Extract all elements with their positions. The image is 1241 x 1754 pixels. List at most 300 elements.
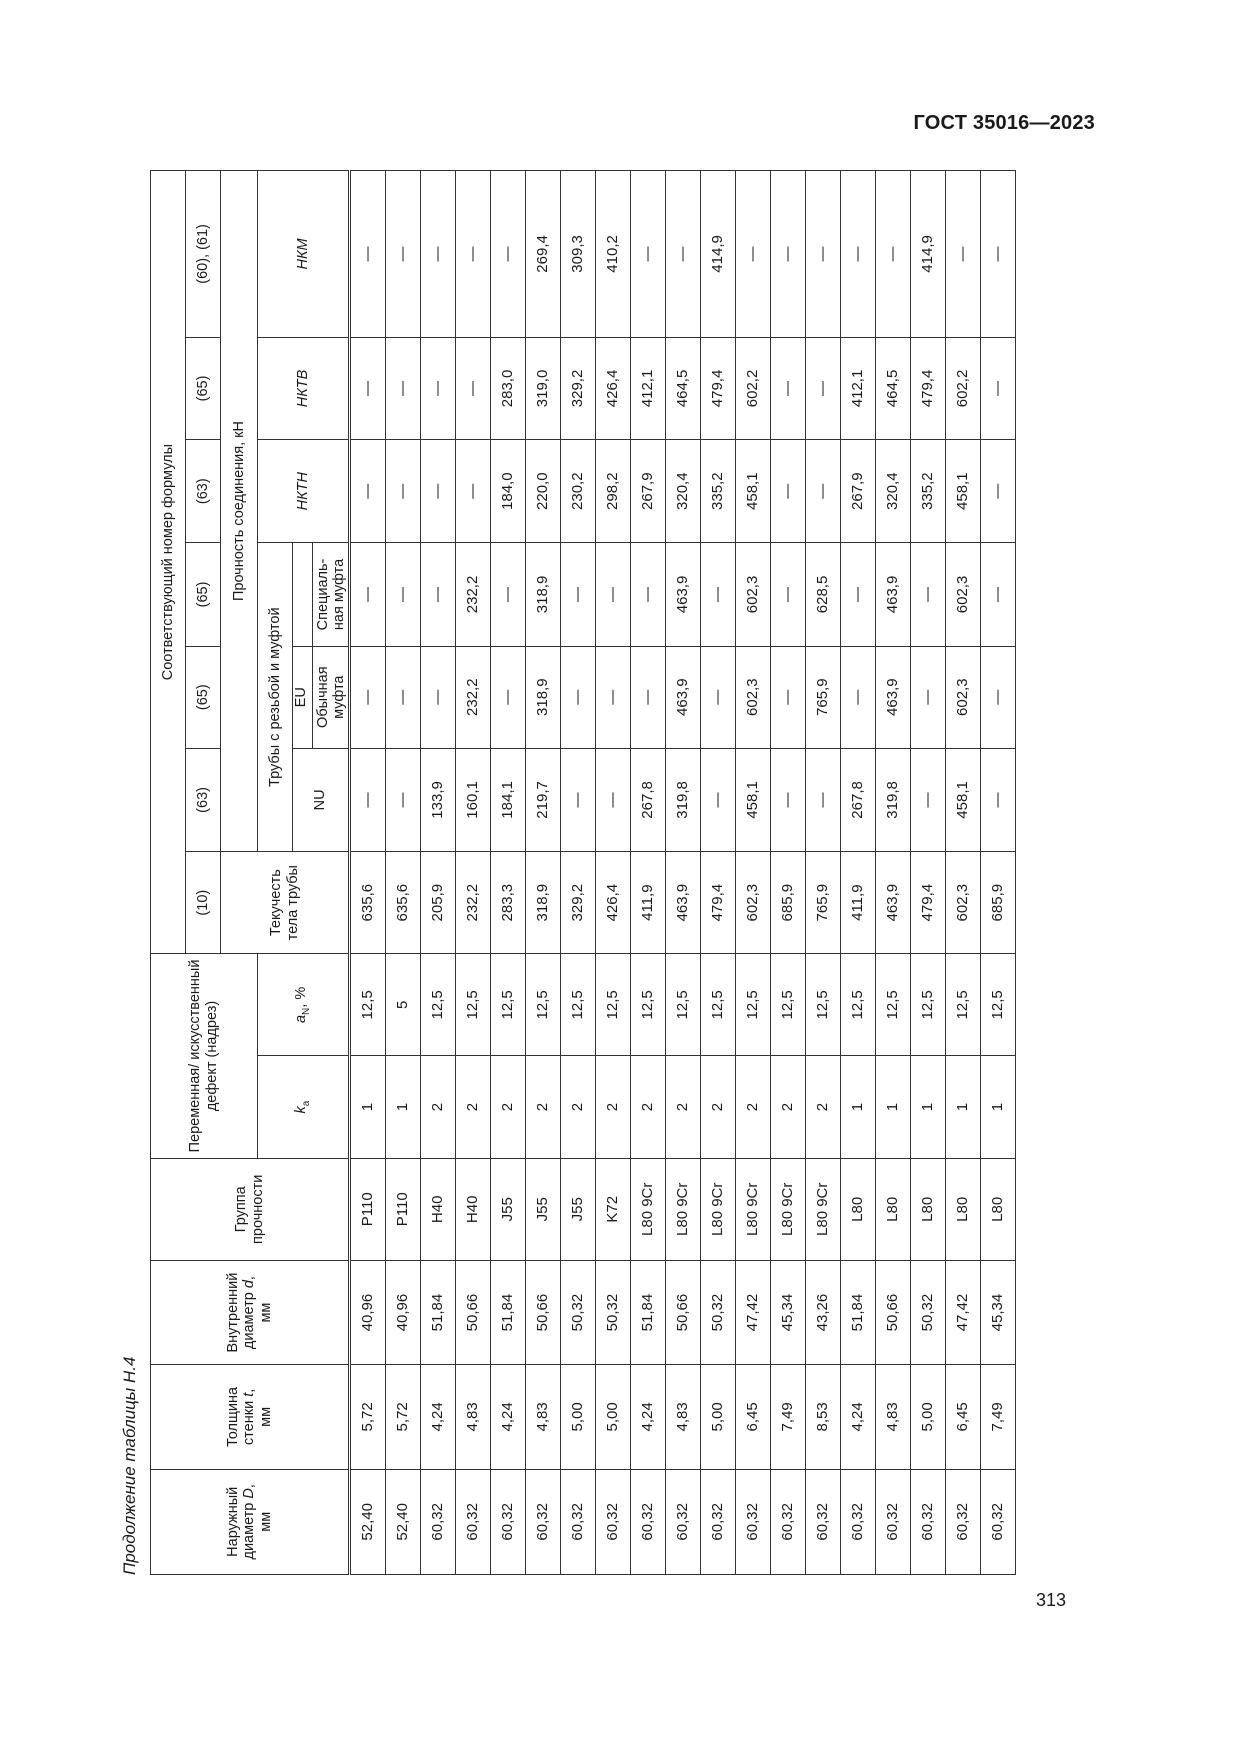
- col-nkm: НКМ: [258, 171, 350, 338]
- formula-code: (10): [186, 852, 221, 954]
- table-row: [876, 171, 911, 1575]
- table-cell: 60,32: [701, 1469, 736, 1574]
- table-cell: —: [806, 337, 841, 439]
- table-cell: —: [456, 440, 491, 543]
- table-cell: 463,9: [876, 646, 911, 748]
- table-cell: 426,4: [596, 852, 631, 954]
- table-cell: 51,84: [421, 1260, 456, 1364]
- table-cell: —: [456, 171, 491, 338]
- table-cell: —: [350, 748, 386, 851]
- table-cell: 45,34: [981, 1260, 1016, 1364]
- table-cell: 60,32: [981, 1469, 1016, 1574]
- table-cell: 2: [491, 1056, 526, 1158]
- table-cell: P110: [350, 1158, 386, 1260]
- table-cell: 463,9: [666, 852, 701, 954]
- table-body: [350, 171, 1016, 1575]
- table-cell: 318,9: [526, 646, 561, 748]
- table-cell: —: [421, 440, 456, 543]
- table-cell: 1: [841, 1056, 876, 1158]
- col-outer-diameter: Наружный диаметр D, мм: [151, 1469, 350, 1574]
- table-cell: L80 9Cr: [666, 1158, 701, 1260]
- an-subscript: N: [301, 1007, 313, 1015]
- table-cell: 1: [946, 1056, 981, 1158]
- table-row: [771, 171, 806, 1575]
- table-cell: L80: [876, 1158, 911, 1260]
- table-cell: 12,5: [946, 954, 981, 1056]
- table-cell: —: [386, 543, 421, 646]
- table-row: [596, 171, 631, 1575]
- col-joint-strength: Прочность соединения, кН: [221, 171, 258, 852]
- table-cell: 318,9: [526, 543, 561, 646]
- table-cell: 410,2: [596, 171, 631, 338]
- table-cell: 12,5: [666, 954, 701, 1056]
- table-cell: 2: [806, 1056, 841, 1158]
- table-cell: 5,00: [596, 1365, 631, 1469]
- table-cell: 335,2: [911, 440, 946, 543]
- table-cell: 60,32: [561, 1469, 596, 1574]
- col-wall-thickness: Толщина стенки t, мм: [151, 1365, 350, 1469]
- table-cell: —: [771, 440, 806, 543]
- table-cell: —: [386, 748, 421, 851]
- table-cell: L80 9Cr: [771, 1158, 806, 1260]
- table-cell: —: [946, 171, 981, 338]
- table-row: [491, 171, 526, 1575]
- table-cell: L80 9Cr: [736, 1158, 771, 1260]
- table-cell: 411,9: [841, 852, 876, 954]
- table-cell: 219,7: [526, 748, 561, 851]
- table-cell: 635,6: [386, 852, 421, 954]
- table-cell: 50,66: [666, 1260, 701, 1364]
- table-cell: 269,4: [526, 171, 561, 338]
- col-special-coupling: [293, 543, 350, 646]
- table-cell: 184,1: [491, 748, 526, 851]
- table-cell: 12,5: [456, 954, 491, 1056]
- table-cell: —: [350, 646, 386, 748]
- table-cell: 12,5: [771, 954, 806, 1056]
- table-cell: 2: [631, 1056, 666, 1158]
- table-cell: 414,9: [911, 171, 946, 338]
- table-row: [350, 171, 386, 1575]
- table-cell: 318,9: [526, 852, 561, 954]
- table-cell: 47,42: [736, 1260, 771, 1364]
- table-cell: —: [491, 543, 526, 646]
- table-cell: 47,42: [946, 1260, 981, 1364]
- table-cell: 2: [736, 1056, 771, 1158]
- table-cell: L80: [841, 1158, 876, 1260]
- formula-code: (63): [186, 440, 221, 543]
- standard-header: ГОСТ 35016—2023: [913, 112, 1095, 134]
- col-strength-group: Группа прочности: [151, 1158, 350, 1260]
- table-cell: 232,2: [456, 646, 491, 748]
- table-cell: 267,9: [841, 440, 876, 543]
- table-cell: 60,32: [946, 1469, 981, 1574]
- eu-label: EU: [293, 647, 313, 748]
- table-cell: —: [491, 171, 526, 338]
- table-cell: 12,5: [421, 954, 456, 1056]
- table-cell: —: [771, 543, 806, 646]
- table-caption: Продолжение таблицы Н.4: [120, 1356, 139, 1575]
- regular-coupling-label: Обычная муфта: [314, 666, 348, 728]
- table-cell: —: [350, 440, 386, 543]
- table-cell: H40: [421, 1158, 456, 1260]
- formula-code: (63): [186, 748, 221, 851]
- table-cell: —: [561, 748, 596, 851]
- table-cell: 283,0: [491, 337, 526, 439]
- table-cell: 5,00: [561, 1365, 596, 1469]
- table-cell: 2: [666, 1056, 701, 1158]
- table-cell: —: [701, 543, 736, 646]
- table-cell: 458,1: [946, 440, 981, 543]
- table-cell: 319,0: [526, 337, 561, 439]
- table-cell: —: [561, 646, 596, 748]
- table-cell: 4,83: [456, 1365, 491, 1469]
- table-cell: 5,72: [350, 1365, 386, 1469]
- table-cell: 2: [526, 1056, 561, 1158]
- table-cell: 458,1: [736, 440, 771, 543]
- table-cell: 12,5: [491, 954, 526, 1056]
- table-cell: 602,2: [736, 337, 771, 439]
- table-row: [421, 171, 456, 1575]
- table-cell: J55: [491, 1158, 526, 1260]
- table-cell: —: [981, 440, 1016, 543]
- table-cell: 60,32: [526, 1469, 561, 1574]
- table-cell: 5,00: [911, 1365, 946, 1469]
- table-cell: 267,8: [631, 748, 666, 851]
- col-pipe-body-yield: Текучесть тела трубы: [221, 852, 350, 954]
- table-cell: 602,3: [946, 646, 981, 748]
- col-nktn: НКТН: [258, 440, 350, 543]
- table-cell: 1: [386, 1056, 421, 1158]
- table-cell: —: [666, 171, 701, 338]
- table-cell: 60,32: [666, 1469, 701, 1574]
- table-cell: 685,9: [771, 852, 806, 954]
- table-row: [526, 171, 561, 1575]
- col-nktv: НКТВ: [258, 337, 350, 439]
- table-cell: 635,6: [350, 852, 386, 954]
- data-table: [150, 170, 1016, 1575]
- an-unit: , %: [293, 986, 310, 1008]
- table-cell: 1: [350, 1056, 386, 1158]
- table-cell: 479,4: [701, 337, 736, 439]
- table-cell: 458,1: [736, 748, 771, 851]
- table-cell: 1: [911, 1056, 946, 1158]
- table-cell: 50,32: [701, 1260, 736, 1364]
- table-cell: —: [771, 171, 806, 338]
- table-cell: 2: [561, 1056, 596, 1158]
- table-row: [561, 171, 596, 1575]
- table-cell: 426,4: [596, 337, 631, 439]
- table-cell: 320,4: [876, 440, 911, 543]
- table-cell: L80 9Cr: [701, 1158, 736, 1260]
- table-cell: 2: [596, 1056, 631, 1158]
- table-cell: —: [631, 543, 666, 646]
- table-cell: 51,84: [631, 1260, 666, 1364]
- table-cell: —: [596, 646, 631, 748]
- table-cell: 463,9: [666, 543, 701, 646]
- table-cell: 40,96: [386, 1260, 421, 1364]
- table-cell: 205,9: [421, 852, 456, 954]
- table-cell: —: [596, 543, 631, 646]
- table-cell: L80: [946, 1158, 981, 1260]
- col-ka: [258, 1056, 350, 1158]
- an-label: a: [293, 1014, 310, 1024]
- col-an: [258, 954, 350, 1056]
- table-row: [806, 171, 841, 1575]
- table-cell: 133,9: [421, 748, 456, 851]
- table-cell: 232,2: [456, 852, 491, 954]
- table-cell: —: [596, 748, 631, 851]
- ka-label: k: [293, 1106, 310, 1114]
- table-cell: 6,45: [736, 1365, 771, 1469]
- table-cell: H40: [456, 1158, 491, 1260]
- table-cell: 60,32: [736, 1469, 771, 1574]
- table-row: [666, 171, 701, 1575]
- col-regular-coupling: [293, 646, 350, 748]
- table-cell: 463,9: [876, 543, 911, 646]
- table-cell: 320,4: [666, 440, 701, 543]
- table-cell: 602,2: [946, 337, 981, 439]
- table-cell: 2: [771, 1056, 806, 1158]
- table-cell: 43,26: [806, 1260, 841, 1364]
- table-cell: 1: [876, 1056, 911, 1158]
- table-row: [386, 171, 421, 1575]
- table-cell: 8,53: [806, 1365, 841, 1469]
- table-cell: 464,5: [876, 337, 911, 439]
- table-cell: L80 9Cr: [631, 1158, 666, 1260]
- table-cell: 40,96: [350, 1260, 386, 1364]
- table-cell: —: [350, 337, 386, 439]
- table-cell: —: [386, 337, 421, 439]
- table-cell: 602,3: [946, 543, 981, 646]
- table-cell: —: [911, 543, 946, 646]
- col-inner-diameter: Внутренний диаметр d, мм: [151, 1260, 350, 1364]
- table-cell: 5: [386, 954, 421, 1056]
- table-cell: 602,3: [736, 543, 771, 646]
- table-cell: —: [771, 748, 806, 851]
- table-cell: 60,32: [841, 1469, 876, 1574]
- table-cell: 50,32: [911, 1260, 946, 1364]
- table-cell: 60,32: [631, 1469, 666, 1574]
- table-cell: 12,5: [876, 954, 911, 1056]
- table-cell: —: [771, 646, 806, 748]
- table-cell: 4,24: [631, 1365, 666, 1469]
- table-cell: 4,83: [666, 1365, 701, 1469]
- table-cell: —: [981, 748, 1016, 851]
- table-cell: 232,2: [456, 543, 491, 646]
- table-cell: 12,5: [736, 954, 771, 1056]
- table-cell: 12,5: [841, 954, 876, 1056]
- table-cell: 12,5: [631, 954, 666, 1056]
- table-cell: 60,32: [491, 1469, 526, 1574]
- table-cell: J55: [561, 1158, 596, 1260]
- table-cell: —: [350, 543, 386, 646]
- table-cell: —: [736, 171, 771, 338]
- table-cell: 52,40: [386, 1469, 421, 1574]
- table-cell: L80 9Cr: [806, 1158, 841, 1260]
- table-cell: 464,5: [666, 337, 701, 439]
- table-cell: 12,5: [526, 954, 561, 1056]
- table-cell: —: [350, 171, 386, 338]
- table-cell: —: [841, 171, 876, 338]
- table-cell: 12,5: [561, 954, 596, 1056]
- table-cell: 411,9: [631, 852, 666, 954]
- table-cell: 335,2: [701, 440, 736, 543]
- table-cell: 602,3: [736, 646, 771, 748]
- table-cell: —: [491, 646, 526, 748]
- table-row: [736, 171, 771, 1575]
- table-cell: 45,34: [771, 1260, 806, 1364]
- formula-code: (65): [186, 543, 221, 646]
- table-cell: 267,9: [631, 440, 666, 543]
- table-cell: —: [806, 440, 841, 543]
- table-cell: 309,3: [561, 171, 596, 338]
- table-cell: 602,3: [946, 852, 981, 954]
- table-cell: 5,72: [386, 1365, 421, 1469]
- table-cell: 463,9: [876, 852, 911, 954]
- table-cell: 463,9: [666, 646, 701, 748]
- table-cell: 479,4: [701, 852, 736, 954]
- table-cell: 12,5: [350, 954, 386, 1056]
- table-cell: L80: [911, 1158, 946, 1260]
- col-threaded-coupled: Трубы с резьбой и муфтой: [258, 543, 293, 852]
- table-cell: —: [981, 171, 1016, 338]
- table-row: [981, 171, 1016, 1575]
- table-row: [456, 171, 491, 1575]
- table-cell: 4,83: [526, 1365, 561, 1469]
- table-cell: 319,8: [876, 748, 911, 851]
- table-cell: —: [701, 748, 736, 851]
- table-cell: —: [421, 171, 456, 338]
- table-cell: —: [806, 171, 841, 338]
- table-cell: 12,5: [911, 954, 946, 1056]
- table-cell: —: [981, 543, 1016, 646]
- table-cell: 60,32: [456, 1469, 491, 1574]
- table-cell: —: [771, 337, 806, 439]
- table-cell: 4,83: [876, 1365, 911, 1469]
- table-cell: 12,5: [596, 954, 631, 1056]
- table-cell: 6,45: [946, 1365, 981, 1469]
- table-row: [701, 171, 736, 1575]
- table-cell: 50,32: [596, 1260, 631, 1364]
- table-cell: 160,1: [456, 748, 491, 851]
- table-cell: 4,24: [841, 1365, 876, 1469]
- table-cell: 479,4: [911, 337, 946, 439]
- table-cell: —: [386, 171, 421, 338]
- table-cell: —: [631, 646, 666, 748]
- table-cell: 765,9: [806, 646, 841, 748]
- table-cell: 51,84: [491, 1260, 526, 1364]
- special-coupling-label: Специаль- ная муфта: [314, 558, 348, 631]
- table-cell: —: [841, 646, 876, 748]
- table-cell: —: [421, 543, 456, 646]
- table-cell: —: [981, 337, 1016, 439]
- table-cell: 2: [421, 1056, 456, 1158]
- table-cell: 1: [981, 1056, 1016, 1158]
- table-cell: —: [806, 748, 841, 851]
- table-cell: 60,32: [806, 1469, 841, 1574]
- formula-code: (65): [186, 646, 221, 748]
- table-cell: 50,32: [561, 1260, 596, 1364]
- table-cell: 60,32: [421, 1469, 456, 1574]
- table-cell: —: [421, 646, 456, 748]
- table-cell: —: [456, 337, 491, 439]
- table-cell: 319,8: [666, 748, 701, 851]
- table-cell: —: [911, 748, 946, 851]
- table-cell: 329,2: [561, 337, 596, 439]
- table-cell: 12,5: [981, 954, 1016, 1056]
- table-cell: —: [841, 543, 876, 646]
- table-cell: 414,9: [701, 171, 736, 338]
- table-cell: 60,32: [596, 1469, 631, 1574]
- table-cell: —: [386, 646, 421, 748]
- table-cell: 7,49: [771, 1365, 806, 1469]
- table-cell: 50,66: [456, 1260, 491, 1364]
- page-number: 313: [1036, 1590, 1067, 1610]
- table-cell: 220,0: [526, 440, 561, 543]
- table-cell: —: [981, 646, 1016, 748]
- table-cell: 4,24: [491, 1365, 526, 1469]
- table-cell: —: [876, 171, 911, 338]
- rotated-table-container: [120, 170, 1100, 1575]
- table-row: [631, 171, 666, 1575]
- table-cell: 283,3: [491, 852, 526, 954]
- table-cell: P110: [386, 1158, 421, 1260]
- table-row: [946, 171, 981, 1575]
- table-cell: J55: [526, 1158, 561, 1260]
- table-cell: 12,5: [701, 954, 736, 1056]
- ka-subscript: a: [301, 1100, 313, 1107]
- table-cell: 51,84: [841, 1260, 876, 1364]
- table-cell: —: [561, 543, 596, 646]
- table-cell: 60,32: [876, 1469, 911, 1574]
- table-cell: K72: [596, 1158, 631, 1260]
- formula-code: (60), (61): [186, 171, 221, 338]
- table-cell: 60,32: [771, 1469, 806, 1574]
- table-cell: 50,66: [876, 1260, 911, 1364]
- col-formula-numbers: Соответствующий номер формулы: [151, 171, 186, 954]
- table-cell: 5,00: [701, 1365, 736, 1469]
- table-header: [151, 171, 350, 1575]
- table-cell: 230,2: [561, 440, 596, 543]
- table-cell: —: [386, 440, 421, 543]
- col-nu: NU: [293, 748, 350, 851]
- table-cell: 2: [701, 1056, 736, 1158]
- table-cell: 2: [456, 1056, 491, 1158]
- table-row: [841, 171, 876, 1575]
- table-cell: —: [421, 337, 456, 439]
- table-cell: —: [701, 646, 736, 748]
- table-cell: 7,49: [981, 1365, 1016, 1469]
- table-cell: 765,9: [806, 852, 841, 954]
- table-cell: 329,2: [561, 852, 596, 954]
- table-cell: 50,66: [526, 1260, 561, 1364]
- table-cell: 184,0: [491, 440, 526, 543]
- table-cell: —: [911, 646, 946, 748]
- table-cell: 12,5: [806, 954, 841, 1056]
- formula-code: (65): [186, 337, 221, 439]
- table-cell: 602,3: [736, 852, 771, 954]
- table-row: [911, 171, 946, 1575]
- table-cell: 4,24: [421, 1365, 456, 1469]
- table-cell: 628,5: [806, 543, 841, 646]
- table-cell: 298,2: [596, 440, 631, 543]
- table-cell: 479,4: [911, 852, 946, 954]
- table-cell: 52,40: [350, 1469, 386, 1574]
- table-cell: 412,1: [841, 337, 876, 439]
- table-cell: —: [631, 171, 666, 338]
- col-defect: Переменная/ искусственный дефект (надрез): [151, 954, 258, 1158]
- table-cell: 267,8: [841, 748, 876, 851]
